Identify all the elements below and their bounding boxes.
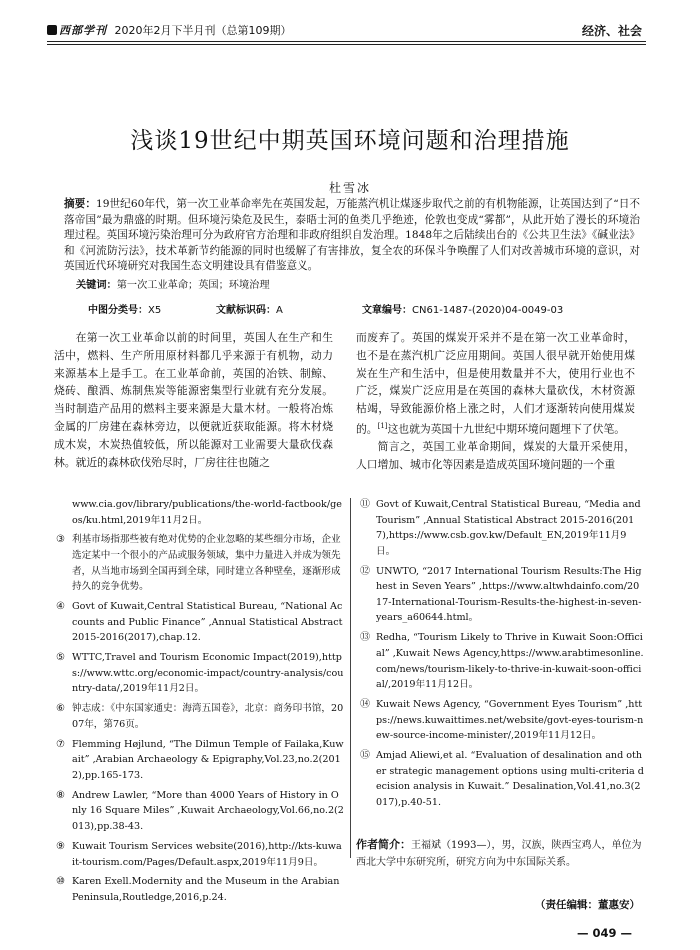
reference-text: Andrew Lawler, “More than 4000 Years of History in Only 16 Square Miles” ,Kuwait Archaeology,Vol.66,no.2(2013),pp.38-43.: [72, 789, 344, 833]
abstract-text: 19世纪60年代，第一次工业革命率先在英国发起，万能蒸汽机让煤逐步取代之前的有机物能源，让英国达到了“日不落帝国”最为鼎盛的时期。但环境污染危及民生，泰晤士河的鱼类几乎绝迹，伦敦也变成“雾都”，从此开始了漫长的环境治理过程。英国环境污染治理可分为政府官方治理和非政府组织自发治理。1848年之后陆续出台的《公共卫生法》《碱业法》和《河流防污法》，技术革新节约能源的同时也缓解了有害排放，复全农的环保斗争唤醒了人们对改善城市环境的意识，对英国近代环境研究对我国生态文明建设具有借鉴意义。: [64, 198, 641, 273]
header-divider-thin: [47, 44, 646, 45]
reference-text: WTTC,Travel and Tourism Economic Impact(2019),https://www.wttc.org/economic-impact/country-analysis/country-data/,2019年11月2日。: [72, 652, 344, 695]
reference-number: ⑥: [56, 703, 65, 715]
reference-number: ④: [56, 601, 65, 613]
reference-number: ⑤: [56, 652, 65, 664]
article-no-label: 文章编号：: [362, 305, 412, 316]
reference-item: [360, 564, 645, 626]
body-column-left: [54, 329, 333, 471]
reference-number: ⑦: [56, 738, 65, 750]
author-bio: [356, 836, 648, 871]
article-no-value: CN61-1487-(2020)04-0049-03: [412, 305, 564, 316]
references-left: [56, 497, 344, 910]
reference-item: [56, 532, 344, 594]
reference-number: ⑭: [360, 699, 370, 711]
body-text: 这也就为英国十九世纪中期环境问题埋下了伏笔。: [387, 422, 626, 436]
reference-item: [56, 839, 344, 870]
clc-field: [88, 301, 161, 316]
reference-text: UNWTO, “2017 International Tourism Results:The Highest in Seven Years” ,https://www.altwhdainfo.com/2017-International-Tourism-Results-the-highest-in-seven-years_a60644.html。: [376, 565, 642, 624]
reference-text: 利基市场指那些被有绝对优势的企业忽略的某些细分市场，企业选定某中一个很小的产品或服务领域，集中力量进入并成为领先者，从当地市场到全国再到全球，同时建立各种壁垒，逐渐形成持久的竞争优势。: [72, 534, 341, 593]
body-column-right: [356, 329, 635, 474]
reference-number: ⑨: [56, 840, 65, 852]
reference-number: ⑪: [360, 499, 370, 510]
reference-text: 钟志成：《中东国家通史：海湾五国卷》，北京：商务印书馆，2007年，第76页。: [72, 703, 344, 730]
reference-item: [56, 650, 344, 697]
article-author: 杜雪冰: [328, 181, 371, 195]
column-divider: [350, 498, 351, 858]
keywords-text: 第一次工业革命；英国；环境治理: [116, 280, 270, 291]
author-bio-label: 作者简介：: [356, 838, 411, 851]
reference-item: [56, 701, 344, 732]
reference-item: [56, 497, 344, 528]
abstract: [64, 197, 640, 275]
reference-text: www.cia.gov/library/publications/the-world-factbook/geos/ku.html,2019年11月2日。: [72, 499, 342, 526]
author-bio-text: 王福斌（1993—），男，汉族，陕西宝鸡人，单位为西北大学中东研究所，研究方向为中东国际关系。: [356, 840, 642, 868]
journal-logo-icon: [47, 25, 57, 35]
body-paragraph: [356, 329, 635, 438]
page-number: — 049 —: [576, 926, 632, 940]
keywords: [76, 276, 270, 291]
citation-marker: [1]: [377, 421, 388, 430]
doc-code-value: A: [276, 305, 283, 316]
keywords-label: 关键词：: [76, 280, 117, 291]
body-paragraph: 在第一次工业革命以前的时间里，英国人在生产和生活中，燃料、生产所用原材料都几乎来源于有机物，动力来源基本上是手工。在工业革命前，英国的冶铁、制鲸、烧砖、酿酒、炼制焦炭等能源密集型行业就有充分发展。当时制造产品用的燃料主要来源是大量木材。一般将冶炼金属的厂房建在森林旁边，以便就近获取能源。将木材烧成木炭，木炭热值较低，所以能源对工业需要大量砍伐森林。就近的森林砍伐殆尽时，厂房往往也随之: [54, 331, 333, 469]
reference-text: Kuwait News Agency, “Government Eyes Tourism” ,https://news.kuwaittimes.net/website/govt-eyes-tourism-new-source-income-minister/,2019年11月12日。: [376, 699, 644, 742]
reference-number: ⑩: [56, 876, 65, 888]
doc-code-label: 文献标识码：: [216, 305, 276, 316]
reference-item: [56, 599, 344, 646]
reference-item: [360, 497, 645, 559]
section-label: 经济、社会: [581, 24, 642, 38]
abstract-label: 摘要：: [64, 198, 96, 210]
reference-item: [360, 748, 645, 810]
reference-text: Kuwait Tourism Services website(2016),http://kts-kuwait-tourism.com/Pages/Default.aspx,2019年11月9日。: [72, 840, 342, 868]
reference-item: [56, 874, 344, 905]
article-title: 浅谈19世纪中期英国环境问题和治理措施: [130, 128, 570, 154]
reference-number: ⑮: [360, 750, 370, 762]
issue-info: 2020年2月下半月刊（总第109期）: [114, 24, 292, 37]
journal-name: 西部学刊: [59, 24, 107, 37]
reference-item: [56, 737, 344, 784]
reference-item: [56, 788, 344, 835]
reference-number: ⑫: [360, 565, 370, 577]
reference-number: ⑬: [360, 632, 370, 644]
reference-number: ③: [56, 534, 65, 546]
reference-text: Flemming Højlund, “The Dilmun Temple of Failaka,Kuwait” ,Arabian Archaeology & Epigraphy,Vol.23,no.2(2012),pp.165-173.: [72, 738, 344, 781]
doc-code-field: [216, 301, 283, 316]
reference-text: Redha, “Tourism Likely to Thrive in Kuwait Soon:Official” ,Kuwait News Agency,https://www.arabtimesonline.com/news/tourism-likely-to-thrive-in-kuwait-soon-official/,2019年11月12日。: [376, 632, 644, 691]
reference-text: Govt of Kuwait,Central Statistical Bureau, “Media and Tourism” ,Annual Statistical Abstract 2015-2016(2017),https://www.csb.gov.kw/Default_EN,2019年11月9日。: [376, 499, 641, 557]
journal-header: [47, 22, 292, 38]
reference-text: Govt of Kuwait,Central Statistical Bureau, “National Accounts and Public Finance” ,Annual Statistical Abstract 2015-2016(2017),chap.12.: [72, 601, 343, 644]
header-divider: [47, 41, 646, 42]
clc-value: X5: [148, 305, 162, 316]
article-no-field: [362, 301, 563, 316]
reference-number: ⑧: [56, 789, 65, 801]
reference-text: Amjad Aliewi,et al. “Evaluation of desalination and other strategic management options using multi-criteria decision analysis in Kuwait.” Desalination,Vol.41,no.3(2017),p.40-51.: [376, 750, 644, 808]
references-right: [360, 497, 645, 815]
body-paragraph: 简言之，英国工业革命期间，煤炭的大量开采使用，人口增加、城市化等因素是造成英国环境问题的一个重: [356, 440, 635, 472]
reference-item: [360, 630, 645, 692]
body-text: 而废弃了。英国的煤炭开采并不是在第一次工业革命时，也不是在蒸汽机广泛应用期间。英国人很早就开始使用煤炭在生产和生活中，但是使用数量并不大，使用行业也不广泛，煤炭广泛应用是在英国的森林大量砍伐，木材资源枯竭，导致能源价格上涨之时，人们才逐渐转向使用煤炭的。: [356, 331, 635, 436]
reference-item: [360, 697, 645, 744]
reference-text: Karen Exell.Modernity and the Museum in the Arabian Peninsula,Routledge,2016,p.24.: [72, 876, 340, 904]
responsible-editor: （责任编辑：董惠安）: [535, 899, 640, 911]
clc-label: 中图分类号：: [88, 305, 148, 316]
